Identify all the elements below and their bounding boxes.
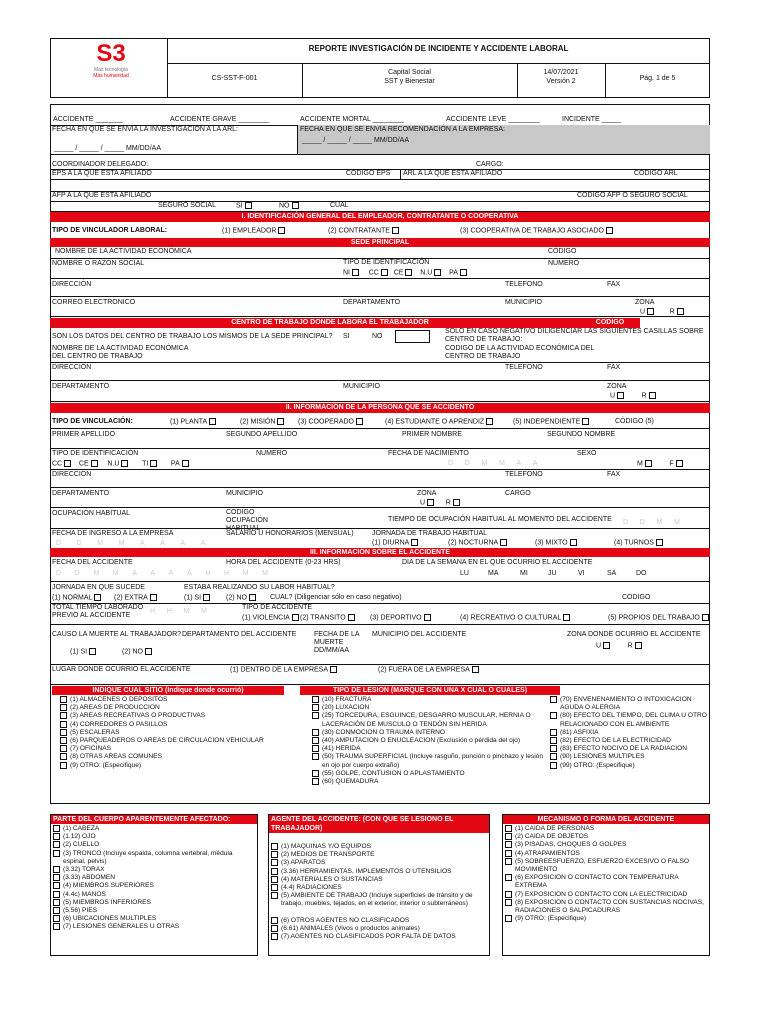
primer-apellido-label: PRIMER APELLIDO bbox=[52, 431, 116, 438]
logo-sub2: Más humanidad bbox=[93, 73, 129, 79]
lesion-item[interactable]: (70) ENVENENAMIENTO O INTOXICACION AGUDA O ALERGIA bbox=[550, 696, 708, 712]
accidente-grave-field[interactable]: ACCIDENTE GRAVE ________ bbox=[170, 116, 270, 123]
razon-social-label: NOMBRE O RAZON SOCIAL bbox=[52, 260, 145, 267]
cuerpo-item[interactable]: (3) TRONCO (Incluye espalda, columna vertebral, médula espinal, pelvis) bbox=[53, 850, 255, 866]
agente-item[interactable]: (2) MEDIOS DE TRANSPORTE bbox=[271, 851, 487, 859]
afp-label: AFP A LA QUE ESTA AFILIADO bbox=[52, 192, 152, 199]
seguro-cual[interactable]: CUAL bbox=[330, 202, 349, 209]
cuerpo-item[interactable]: (4) MIEMBROS SUPERIORES bbox=[53, 882, 255, 890]
fecha-arl-label: FECHA EN QUE SE ENVIA LA INVESTIGACION A LA ARL: bbox=[52, 126, 238, 133]
fecha-muerte-label: FECHA DE LA MUERTE DD/MM/AA bbox=[314, 631, 360, 654]
dia-mi[interactable]: MI bbox=[520, 570, 528, 577]
muerte-no-option[interactable]: (2) NO bbox=[122, 648, 152, 656]
persona-tipo-id-label: TIPO DE IDENTIFICACIÓN bbox=[52, 450, 139, 457]
centro-zona-options[interactable]: U R bbox=[610, 392, 656, 400]
cod-ocupacion-label: CÓDIGO OCUPACIÓN HABITUAL bbox=[226, 509, 268, 532]
mecanismo-item[interactable]: (8) EXPOSICION O CONTACTO CON SUSTANCIAS NOCIVAS, RADIACIONES O SALPICADURAS bbox=[505, 899, 707, 915]
jornada-sucede-label: JORNADA EN QUE SUCEDE bbox=[52, 584, 145, 591]
fecha-empresa-input[interactable]: _____ / _____ / _____ MM/DD/AA bbox=[302, 137, 410, 144]
primer-nombre-label: PRIMER NOMBRE bbox=[402, 431, 462, 438]
fuera-empresa-option[interactable]: (2) FUERA DE LA EMPRESA bbox=[378, 666, 479, 674]
lesion-item[interactable]: (40) AMPUTACION O ENUCLEACION (Exclusión o pérdida del ojo) bbox=[312, 737, 548, 745]
cuerpo-item[interactable]: (7) LESIONES GENERALES U OTRAS bbox=[53, 923, 255, 931]
agente-title: AGENTE DEL ACCIDENTE: (CON QUE SE LESIONO EL TRABAJADOR) bbox=[269, 815, 489, 833]
mecanismo-item[interactable]: (3) PISADAS, CHOQUES O GOLPES bbox=[505, 841, 707, 849]
dia-ju[interactable]: JU bbox=[548, 570, 557, 577]
telefono-label: TELEFONO bbox=[505, 281, 543, 288]
centro-cod-actividad-label: CODIGO DE LA ACTIVIDAD ECONÓMICA DEL CENTRO DE TRABAJO bbox=[445, 345, 595, 360]
recreativo-option[interactable]: (4) RECREATIVO O CULTURAL bbox=[460, 614, 570, 622]
fecha-nacimiento-label: FECHA DE NACIMIENTO bbox=[388, 450, 469, 457]
agente-item[interactable]: (5) AMBIENTE DE TRABAJO (Incluye superficies de tránsito y de trabajo, muebles, tejados, en el exterior, interior o subterráneos) bbox=[271, 892, 487, 917]
direccion-label: DIRECCIÓN bbox=[52, 281, 92, 288]
turnos-option[interactable]: (4) TURNOS bbox=[614, 539, 663, 547]
centro-telefono-label: TELEFONO bbox=[505, 364, 543, 371]
sitio-item[interactable]: (3) AREAS RECREATIVAS O PRODUCTIVAS bbox=[60, 712, 286, 720]
lesion-item[interactable]: (60) QUEMADURA bbox=[312, 778, 548, 786]
segundo-apellido-label: SEGUNDO APELLIDO bbox=[226, 431, 298, 438]
estudiante-option[interactable]: (4) ESTUDIANTE O APRENDIZ bbox=[385, 418, 493, 426]
centro-municipio-label: MUNICIPIO bbox=[343, 383, 380, 390]
cargo-label: CARGO: bbox=[476, 161, 504, 168]
codigo-5-label: CÓDIGO (5) bbox=[615, 418, 654, 425]
sitio-list bbox=[60, 696, 286, 770]
correo-label: CORREO ELECTRONICO bbox=[52, 299, 136, 306]
cuerpo-item[interactable]: (5) MIEMBROS INFERIORES bbox=[53, 899, 255, 907]
mecanismo-title: MECANISMO O FORMA DEL ACCIDENTE bbox=[503, 815, 709, 824]
dia-lu[interactable]: LU bbox=[460, 570, 469, 577]
dentro-empresa-option[interactable]: (1) DENTRO DE LA EMPRESA bbox=[230, 666, 337, 674]
mision-option[interactable]: (2) MISIÓN bbox=[240, 418, 284, 426]
page-number: Pág. 1 de 5 bbox=[639, 75, 676, 82]
lesion-item[interactable]: (90) LESIONES MULTIPLES bbox=[550, 753, 708, 761]
codigo-afp-label: CODIGO AFP O SEGURO SOCIAL bbox=[577, 192, 688, 199]
cooperado-option[interactable]: (3) COOPERADO bbox=[298, 418, 363, 426]
persona-direccion-label: DIRECCIÓN bbox=[52, 471, 92, 478]
agente-item[interactable]: (6) OTROS AGENTES NO CLASIFICADOS bbox=[271, 917, 487, 925]
sexo-options[interactable]: M F bbox=[637, 460, 683, 468]
centro-negativo: SOLO EN CASO NEGATIVO DILIGENCIAR LAS SIGUIENTES CASILLAS SOBRE CENTRO DE TRABAJO: bbox=[445, 328, 704, 343]
centro-direccion-label: DIRECCIÓN bbox=[52, 364, 92, 371]
coordinador-label: COORDINADOR DELEGADO: bbox=[52, 161, 149, 168]
codigo-actividad-label: CÓDIGO bbox=[548, 248, 577, 255]
dia-ma[interactable]: MA bbox=[488, 570, 499, 577]
codigo-eps-label: CODIGO EPS bbox=[346, 170, 391, 177]
tipo-vinculacion-label: TIPO DE VINCULACIÓN: bbox=[52, 418, 133, 425]
persona-zona-label: ZONA bbox=[417, 490, 437, 497]
mecanismo-item[interactable]: (7) EXPOSICION O CONTACTO CON LA ELECTRICIDAD bbox=[505, 891, 707, 899]
mecanismo-item[interactable]: (1) CAIDA DE PERSONAS bbox=[505, 825, 707, 833]
lesion-item[interactable]: (30) CONMOCION O TRAUMA INTERNO bbox=[312, 729, 548, 737]
eps-label: EPS A LA QUE ESTA AFILIADO bbox=[52, 170, 152, 177]
actividad-economica-label: NOMBRE DE LA ACTIVIDAD ECONÓMICA bbox=[55, 248, 192, 255]
agente-item[interactable]: (4.4) RADIACIONES bbox=[271, 884, 487, 892]
cuerpo-item[interactable]: (4.4c) MANOS bbox=[53, 891, 255, 899]
mecanismo-item[interactable]: (2) CAIDA DE OBJETOS bbox=[505, 833, 707, 841]
sitio-item[interactable]: (7) OFICINAS bbox=[60, 745, 286, 753]
causo-muerte-label: CAUSO LA MUERTE AL TRABAJADOR? bbox=[52, 631, 182, 638]
salario-label: SALARIO U HONORARIOS (MENSUAL) bbox=[226, 530, 354, 537]
transito-option[interactable]: (2) TRANSITO bbox=[300, 614, 355, 622]
seguro-no[interactable]: NO bbox=[279, 202, 299, 210]
lesion-item[interactable]: (10) FRACTURA bbox=[312, 696, 548, 704]
accidente-mortal-field[interactable]: ACCIDENTE MORTAL ________ bbox=[300, 116, 404, 123]
independiente-option[interactable]: (5) INDEPENDIENTE bbox=[513, 418, 589, 426]
centro-pregunta: SON LOS DATOS DEL CENTRO DE TRABAJO LOS MISMOS DE LA SEDE PRINCIPAL? bbox=[52, 333, 333, 340]
sede-principal-title: SEDE PRINCIPAL bbox=[50, 238, 710, 247]
incidente-field[interactable]: INCIDENTE _____ bbox=[562, 116, 622, 123]
section-1-title: I. IDENTIFICACIÓN GENERAL DEL EMPLEADOR, CONTRATANTE O COOPERATIVA bbox=[50, 212, 710, 222]
lesion-item[interactable]: (83) EFECTO NOCIVO DE LA RADIACION bbox=[550, 745, 708, 753]
persona-zona-options[interactable]: U R bbox=[420, 499, 460, 507]
agente-item[interactable]: (3.36) HERRAMIENTAS, IMPLEMENTOS O UTENSILIOS bbox=[271, 868, 487, 876]
mecanismo-item[interactable]: (9) OTRO: (Especifique) bbox=[505, 915, 707, 923]
numero-label: NUMERO bbox=[548, 260, 580, 267]
dia-vi[interactable]: VI bbox=[578, 570, 585, 577]
zona-options[interactable]: U R bbox=[640, 308, 684, 316]
cuerpo-list bbox=[53, 825, 255, 932]
centro-departamento-label: DEPARTAMENTO bbox=[52, 383, 110, 390]
departamento-label: DEPARTAMENTO bbox=[343, 299, 401, 306]
mecanismo-list bbox=[505, 825, 707, 923]
cuerpo-item[interactable]: (1.12) OJO bbox=[53, 833, 255, 841]
zona-ocurrio-options[interactable]: U R bbox=[596, 642, 642, 650]
persona-fax-label: FAX bbox=[607, 471, 621, 478]
municipio-accidente-label: MUNICIPIO DEL ACCIDENTE bbox=[372, 631, 467, 638]
company-line2: SST y Bienestar bbox=[384, 78, 435, 85]
codigo-arl-label: CODIGO ARL bbox=[634, 170, 678, 177]
persona-tipo-id-options[interactable]: CC CE N.U TI PA bbox=[52, 460, 189, 468]
seguro-social-label: SEGURO SOCIAL bbox=[158, 202, 216, 209]
logo bbox=[86, 41, 136, 87]
persona-numero-label: NUMERO bbox=[256, 450, 288, 457]
jornada-normal-option[interactable]: (1) NORMAL bbox=[52, 594, 101, 602]
sitio-title: INDIQUE CUAL SITIO (Indique donde ocurrió) bbox=[52, 686, 284, 695]
sitio-item[interactable]: (4) CORREDORES O PASILLOS bbox=[60, 721, 286, 729]
tipo-vinculador-label: TIPO DE VINCULADOR LABORAL: bbox=[52, 227, 168, 234]
agente-item[interactable]: (4) MATERIALES O SUSTANCIAS bbox=[271, 876, 487, 884]
fecha-empresa-label: FECHA EN QUE SE ENVIA RECOMENDACIÓN A LA EMPRESA: bbox=[300, 126, 505, 133]
persona-departamento-label: DEPARTAMENTO bbox=[52, 490, 110, 497]
propios-option[interactable]: (5) PROPIOS DEL TRABAJO bbox=[608, 614, 709, 622]
centro-si[interactable]: SI bbox=[343, 333, 350, 340]
zona-label: ZONA bbox=[635, 299, 655, 306]
tipo-id-label: TIPO DE IDENTIFICACIÓN bbox=[343, 259, 430, 266]
contratante-option[interactable]: (2) CONTRATANTE bbox=[328, 227, 399, 235]
sitio-item[interactable]: (1) ALMACENES O DEPOSITOS bbox=[60, 696, 286, 704]
lesion-item[interactable]: (41) HERIDA bbox=[312, 745, 548, 753]
company-line1: Capital Social bbox=[388, 69, 431, 76]
labor-no-option[interactable]: (2) NO bbox=[226, 594, 256, 602]
tipo-id-options[interactable]: NI CC CE N.U PA bbox=[343, 269, 467, 277]
hora-accidente-label: HORA DEL ACCIDENTE (0-23 HRS) bbox=[226, 559, 341, 566]
agente-item[interactable]: (3) APARATOS bbox=[271, 859, 487, 867]
sexo-label: SEXO bbox=[577, 450, 597, 457]
jornada-habitual-label: JORNADA DE TRABAJO HABITUAL bbox=[372, 530, 488, 537]
tipo-accidente-label: TIPO DE ACCIDENTE bbox=[242, 604, 313, 611]
deportivo-option[interactable]: (3) DEPORTIVO bbox=[370, 614, 431, 622]
agente-item[interactable]: (7) AGENTES NO CLASIFICADOS POR FALTA DE DATOS bbox=[271, 933, 487, 941]
lesion-item[interactable]: (20) LUXACION bbox=[312, 704, 548, 712]
sitio-item[interactable]: (8) OTRAS AREAS COMUNES bbox=[60, 753, 286, 761]
section-3-title: III. INFORMACIÓN SOBRE EL ACCIDENTE bbox=[50, 548, 710, 557]
depto-accidente-label: DEPARTAMENTO DEL ACCIDENTE bbox=[182, 631, 297, 638]
accidente-leve-field[interactable]: ACCIDENTE LEVE ________ bbox=[446, 116, 540, 123]
lesion-item[interactable]: (25) TORCEDURA, ESGUINCE, DESGARRO MUSCULAR, HERNIA O LACERACIÓN DE MUSCULO O TENDÓN SIN HERIDA bbox=[312, 712, 548, 728]
lesion-title: TIPO DE LESION (MARQUE CON UNA X CUAL O CUALES) bbox=[300, 686, 560, 695]
document-code: CS-SST-F-001 bbox=[211, 75, 258, 82]
zona-ocurrio-label: ZONA DONDE OCURRIO EL ACCIDENTE bbox=[567, 631, 701, 638]
section-2-title: II. INFORMACIÓN DE LA PERSONA QUE SE ACCIDENTÓ bbox=[50, 403, 710, 413]
fax-label: FAX bbox=[607, 281, 621, 288]
lesion-item[interactable]: (80) EFECTO DEL TIEMPO, DEL CLIMA U OTRO RELACIONADO CON EL AMBIENTE bbox=[550, 712, 708, 728]
centro-zona-label: ZONA bbox=[607, 383, 627, 390]
lesion-item[interactable]: (50) TRAUMA SUPERFICIAL (Incluye rasguño, punción o pinchazo y lesión en ojo por cuerpo extraño) bbox=[312, 753, 548, 769]
sitio-item[interactable]: (6) PARQUEADEROS O AREAS DE CIRCULACION VEHICULAR bbox=[60, 737, 286, 745]
lesion-item[interactable]: (55) GOLPE, CONTUSION O APLASTAMIENTO bbox=[312, 770, 548, 778]
mecanismo-item[interactable]: (5) SOBREESFUERZO, ESFUERZO EXCESIVO O FALSO MOVIMIENTO bbox=[505, 858, 707, 874]
violencia-option[interactable]: (1) VIOLENCIA bbox=[242, 614, 299, 622]
mecanismo-item[interactable]: (4) ATRAPAMIENTOS bbox=[505, 850, 707, 858]
cuerpo-item[interactable]: (3.33) ABDOMEN bbox=[53, 874, 255, 882]
cuerpo-item[interactable]: (6) UBICACIONES MULTIPLES bbox=[53, 915, 255, 923]
mixto-option[interactable]: (3) MIXTO bbox=[535, 539, 577, 547]
arl-label: ARL A LA QUE ESTA AFILIADO bbox=[403, 170, 503, 177]
cuerpo-item[interactable]: (5.56) PIES bbox=[53, 907, 255, 915]
diurna-option[interactable]: (1) DIURNA bbox=[372, 539, 418, 547]
cuerpo-item[interactable]: (1) CABEZA bbox=[53, 825, 255, 833]
labor-codigo-label: CODIGO bbox=[622, 594, 651, 601]
lesion-list-2 bbox=[550, 696, 708, 770]
agente-item[interactable]: (6.61) ANIMALES (Vivos o productos animales) bbox=[271, 925, 487, 933]
labor-si-option[interactable]: (1) SI bbox=[184, 594, 210, 602]
sitio-item[interactable]: (9) OTRO: (Especifique) bbox=[60, 762, 286, 770]
sitio-item[interactable]: (5) ESCALERAS bbox=[60, 729, 286, 737]
mecanismo-item[interactable]: (6) EXPOSICION O CONTACTO CON TEMPERATURA EXTREMA bbox=[505, 874, 707, 890]
lesion-item[interactable]: (81) ASFIXIA bbox=[550, 729, 708, 737]
muerte-si-option[interactable]: (1) SI bbox=[70, 648, 96, 656]
seguro-si[interactable]: SI bbox=[236, 202, 252, 210]
agente-item[interactable]: (1) MAQUINAS Y/O EQUIPOS bbox=[271, 843, 487, 851]
centro-codigo-title: CODIGO bbox=[580, 318, 640, 328]
cuerpo-item[interactable]: (3.32) TORAX bbox=[53, 866, 255, 874]
jornada-extra-option[interactable]: (2) EXTRA bbox=[114, 594, 157, 602]
dia-semana-label: DIA DE LA SEMANA EN EL QUE OCURRIO EL ACCIDENTE bbox=[402, 559, 593, 566]
document-date: 14/07/2021 bbox=[543, 69, 579, 76]
fecha-accidente-label: FECHA DEL ACCIDENTE bbox=[52, 559, 133, 566]
centro-actividad-label: NOMBRE DE LA ACTIVIDAD ECONÓMICA DEL CENTRO DE TRABAJO bbox=[52, 345, 189, 360]
lugar-label: LUGAR DONDE OCURRIO EL ACCIDENTE bbox=[52, 666, 191, 673]
accidente-field[interactable]: ACCIDENTE _______ bbox=[53, 116, 123, 123]
lesion-item[interactable]: (82) EFECTO DE LA ELECTRICIDAD bbox=[550, 737, 708, 745]
lesion-item[interactable]: (99) OTRO: (Especifique) bbox=[550, 762, 708, 770]
fecha-arl-input[interactable]: _____ / _____ / _____ MM/DD/AA bbox=[54, 145, 162, 152]
document-title: REPORTE INVESTIGACIÓN DE INCIDENTE Y ACCIDENTE LABORAL bbox=[308, 44, 569, 53]
nocturna-option[interactable]: (2) NOCTURNA bbox=[448, 539, 507, 547]
dia-do[interactable]: DO bbox=[636, 570, 647, 577]
centro-no[interactable]: NO bbox=[372, 333, 383, 340]
persona-cargo-label: CARGO bbox=[505, 490, 531, 497]
cuerpo-title: PARTE DEL CUERPO APARENTEMENTE AFECTADO: bbox=[51, 815, 257, 824]
logo-text: S3 bbox=[96, 40, 126, 67]
ocupacion-label: OCUPACIÓN HABITUAL bbox=[52, 510, 131, 517]
tiempo-ocupacion-label: TIEMPO DE OCUPACIÓN HABITUAL AL MOMENTO DEL ACCIDENTE bbox=[388, 516, 612, 523]
dia-sa[interactable]: SA bbox=[607, 570, 617, 577]
persona-municipio-label: MUNICIPIO bbox=[226, 490, 263, 497]
sitio-item[interactable]: (2) AREAS DE PRODUCCIÓN bbox=[60, 704, 286, 712]
planta-option[interactable]: (1) PLANTA bbox=[170, 418, 216, 426]
logo-sub1: Más tecnología bbox=[94, 67, 128, 73]
cooperativa-option[interactable]: (3) COOPERATIVA DE TRABAJO ASOCIADO bbox=[460, 227, 613, 235]
municipio-label: MUNICIPIO bbox=[505, 299, 542, 306]
labor-habitual-label: ESTABA REALIZANDO SU LABOR HABITUAL? bbox=[184, 584, 335, 591]
document-version: Versión 2 bbox=[546, 78, 576, 85]
agente-list bbox=[271, 843, 487, 941]
total-tiempo-label: TOTAL TIEMPO LABORADO PREVIO AL ACCIDENTE bbox=[52, 604, 144, 619]
persona-telefono-label: TELEFONO bbox=[505, 471, 543, 478]
labor-cual-label[interactable]: CUAL? (Diligenciar sólo en caso negativo) bbox=[270, 594, 402, 601]
segundo-nombre-label: SEGUNDO NOMBRE bbox=[547, 431, 616, 438]
centro-fax-label: FAX bbox=[607, 364, 621, 371]
cuerpo-item[interactable]: (2) CUELLO bbox=[53, 841, 255, 849]
fecha-ingreso-label: FECHA DE INGRESO A LA EMPRESA bbox=[52, 530, 174, 537]
centro-trabajo-title: CENTRO DE TRABAJO DONDE LABORA EL TRABAJADOR bbox=[50, 318, 610, 328]
empleador-option[interactable]: (1) EMPLEADOR bbox=[222, 227, 285, 235]
lesion-list-1 bbox=[312, 696, 548, 786]
